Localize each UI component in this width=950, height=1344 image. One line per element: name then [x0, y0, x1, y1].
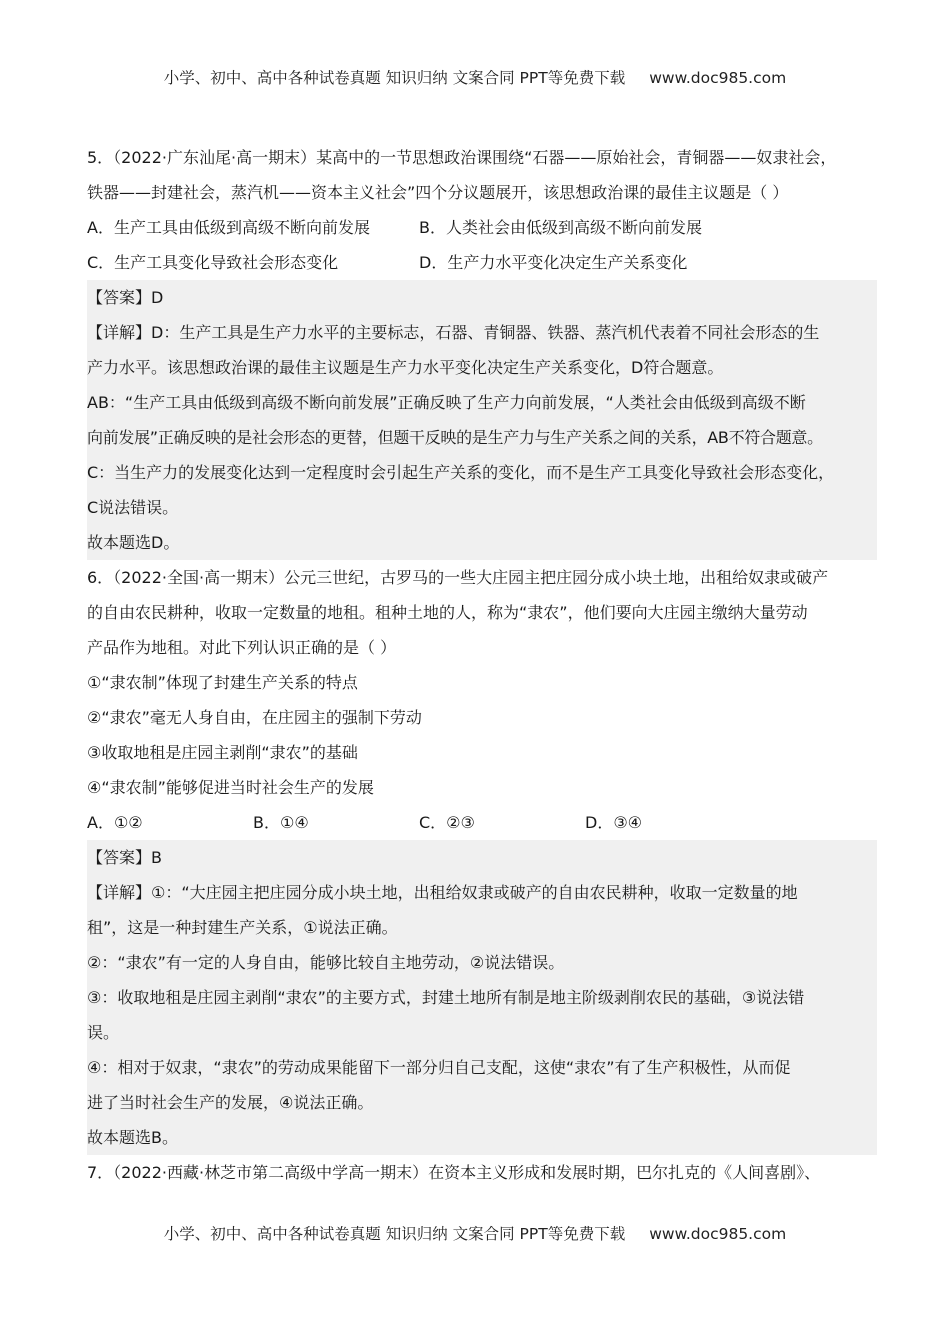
option-row — [87, 805, 877, 840]
answer-block — [87, 280, 877, 560]
explanation-line: ②：“隶农”有一定的人身自由，能够比较自主地劳动，②说法错误。 — [87, 953, 565, 972]
option-b: B．①④ — [253, 813, 309, 832]
option-a: A．生产工具由低级到高级不断向前发展 — [87, 218, 370, 237]
answer-label: 【答案】B — [87, 848, 162, 867]
statement-item: ③收取地租是庄园主剥削“隶农”的基础 — [87, 743, 358, 762]
explanation-line: ④：相对于奴隶，“隶农”的劳动成果能留下一部分归自己支配，这使“隶农”有了生产积极性，从而促 — [87, 1058, 791, 1077]
question-stem-line: 6．（2022·全国·高一期末）公元三世纪，古罗马的一些大庄园主把庄园分成小块土地，出租给奴隶或破产 — [87, 568, 829, 587]
answer-label: 【答案】D — [87, 288, 164, 307]
option-row — [87, 210, 877, 245]
option-c: C．生产工具变化导致社会形态变化 — [87, 253, 339, 272]
explanation-line: 进了当时社会生产的发展，④说法正确。 — [87, 1093, 374, 1112]
option-row — [87, 245, 877, 280]
explanation-line: C说法错误。 — [87, 498, 179, 517]
footer-site[interactable]: www.doc985.com — [649, 1225, 787, 1243]
explanation-line: 误。 — [87, 1023, 120, 1042]
page-header — [0, 66, 950, 88]
explanation-line: ③：收取地租是庄园主剥削“隶农”的主要方式，封建土地所有制是地主阶级剥削农民的基础，③说法错 — [87, 988, 805, 1007]
explanation-line: 故本题选D。 — [87, 533, 180, 552]
question-stem-line: 产品作为地租。对此下列认识正确的是（ ） — [87, 638, 397, 657]
explanation-line: C：当生产力的发展变化达到一定程度时会引起生产关系的变化，而不是生产工具变化导致社会形态变化， — [87, 463, 835, 482]
question-stem-line: 5．（2022·广东汕尾·高一期末）某高中的一节思想政治课围绕“石器——原始社会，青铜器——奴隶社会， — [87, 148, 837, 167]
footer-text: 小学、初中、高中各种试卷真题 知识归纳 文案合同 PPT等免费下载 — [163, 1225, 626, 1243]
header-site[interactable]: www.doc985.com — [649, 69, 787, 87]
statement-item: ②“隶农”毫无人身自由，在庄园主的强制下劳动 — [87, 708, 422, 727]
explanation-line: 故本题选B。 — [87, 1128, 178, 1147]
question-6 — [87, 560, 877, 1155]
question-stem-line: 7．（2022·西藏·林芝市第二高级中学高一期末）在资本主义形成和发展时期，巴尔扎克的《人间喜剧》、 — [87, 1163, 821, 1182]
page-footer — [0, 1222, 950, 1244]
document-body — [87, 140, 877, 1190]
explanation-line: 【详解】D：生产工具是生产力水平的主要标志，石器、青铜器、铁器、蒸汽机代表着不同社会形态的生 — [87, 323, 820, 342]
option-d: D．③④ — [585, 813, 643, 832]
option-a: A．①② — [87, 813, 143, 832]
explanation-line: 产力水平。该思想政治课的最佳主议题是生产力水平变化决定生产关系变化，D符合题意。 — [87, 358, 724, 377]
explanation-line: 租”，这是一种封建生产关系，①说法正确。 — [87, 918, 398, 937]
explanation-line: AB：“生产工具由低级到高级不断向前发展”正确反映了生产力向前发展，“人类社会由低级到高级不断 — [87, 393, 806, 412]
question-5 — [87, 140, 877, 560]
statement-item: ①“隶农制”体现了封建生产关系的特点 — [87, 673, 358, 692]
question-stem-line: 铁器——封建社会，蒸汽机——资本主义社会”四个分议题展开，该思想政治课的最佳主议题是（ ） — [87, 183, 789, 202]
option-d: D．生产力水平变化决定生产关系变化 — [419, 253, 688, 272]
option-c: C．②③ — [419, 813, 475, 832]
option-b: B．人类社会由低级到高级不断向前发展 — [419, 218, 702, 237]
explanation-line: 【详解】①：“大庄园主把庄园分成小块土地，出租给奴隶或破产的自由农民耕种，收取一定数量的地 — [87, 883, 798, 902]
explanation-line: 向前发展”正确反映的是社会形态的更替，但题干反映的是生产力与生产关系之间的关系，AB不符合题意。 — [87, 428, 823, 447]
header-text: 小学、初中、高中各种试卷真题 知识归纳 文案合同 PPT等免费下载 — [163, 69, 626, 87]
question-stem-line: 的自由农民耕种，收取一定数量的地租。租种土地的人，称为“隶农”，他们要向大庄园主缴纳大量劳动 — [87, 603, 808, 622]
question-7 — [87, 1155, 877, 1190]
answer-block — [87, 840, 877, 1155]
statement-item: ④“隶农制”能够促进当时社会生产的发展 — [87, 778, 374, 797]
